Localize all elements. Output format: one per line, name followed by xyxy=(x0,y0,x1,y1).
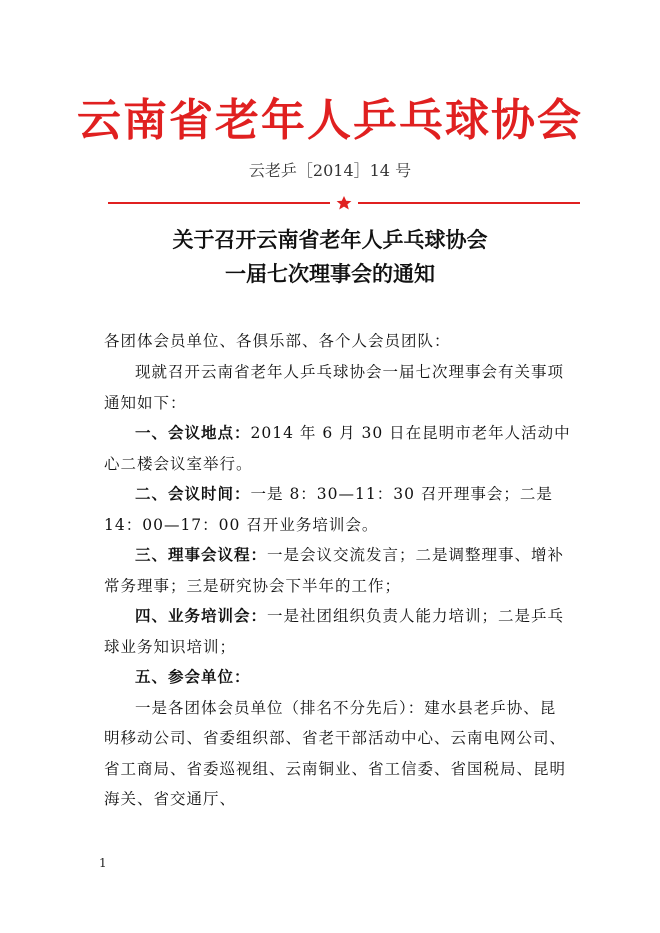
org-title: 云南省老年人乒乓球协会 xyxy=(77,95,583,146)
item-heading: 三、理事会议程： xyxy=(135,545,268,564)
item-paragraph xyxy=(104,601,572,662)
item-heading: 五、参会单位： xyxy=(135,667,251,686)
red-star-divider xyxy=(108,196,580,210)
item-paragraph xyxy=(104,662,572,693)
item-paragraph xyxy=(104,479,572,540)
notice-title-line-2: 一届七次理事会的通知 xyxy=(225,261,435,286)
item-text: 2014 年 6 月 30 日在昆明市老年人活动中心二楼会议室举行。 xyxy=(104,424,571,473)
item-text: 一是社团组织负责人能力培训；二是乒乓球业务知识培训； xyxy=(104,607,565,656)
item-text: 一是会议交流发言；二是调整理事、增补常务理事；三是研究协会下半年的工作； xyxy=(104,546,565,595)
body-content xyxy=(104,357,572,815)
intro-paragraph: 现就召开云南省老年人乒乓球协会一届七次理事会有关事项通知如下： xyxy=(104,363,565,412)
item-heading: 四、业务培训会： xyxy=(135,606,268,625)
item-paragraph xyxy=(104,540,572,601)
doc-number: 云老乒［2014］14 号 xyxy=(248,161,412,180)
closing-paragraph: 一是各团体会员单位（排名不分先后）：建水县老乒协、昆明移动公司、省委组织部、省老干部活动中心、云南电网公司、省工商局、省委巡视组、云南铜业、省工信委、省国税局、昆明海关、省交通厅、 xyxy=(104,698,567,808)
item-text: 一是 8：30—11：30 召开理事会；二是 14：00—17：00 召开业务培训会。 xyxy=(104,485,553,534)
salutation: 各团体会员单位、各俱乐部、各个人会员团队： xyxy=(104,332,451,350)
page-number: 1 xyxy=(99,856,107,870)
notice-title-line-1: 关于召开云南省老年人乒乓球协会 xyxy=(172,227,488,252)
item-heading: 一、会议地点： xyxy=(135,423,251,442)
item-heading: 二、会议时间： xyxy=(135,484,251,503)
star-icon xyxy=(337,196,352,210)
item-paragraph xyxy=(104,418,572,479)
